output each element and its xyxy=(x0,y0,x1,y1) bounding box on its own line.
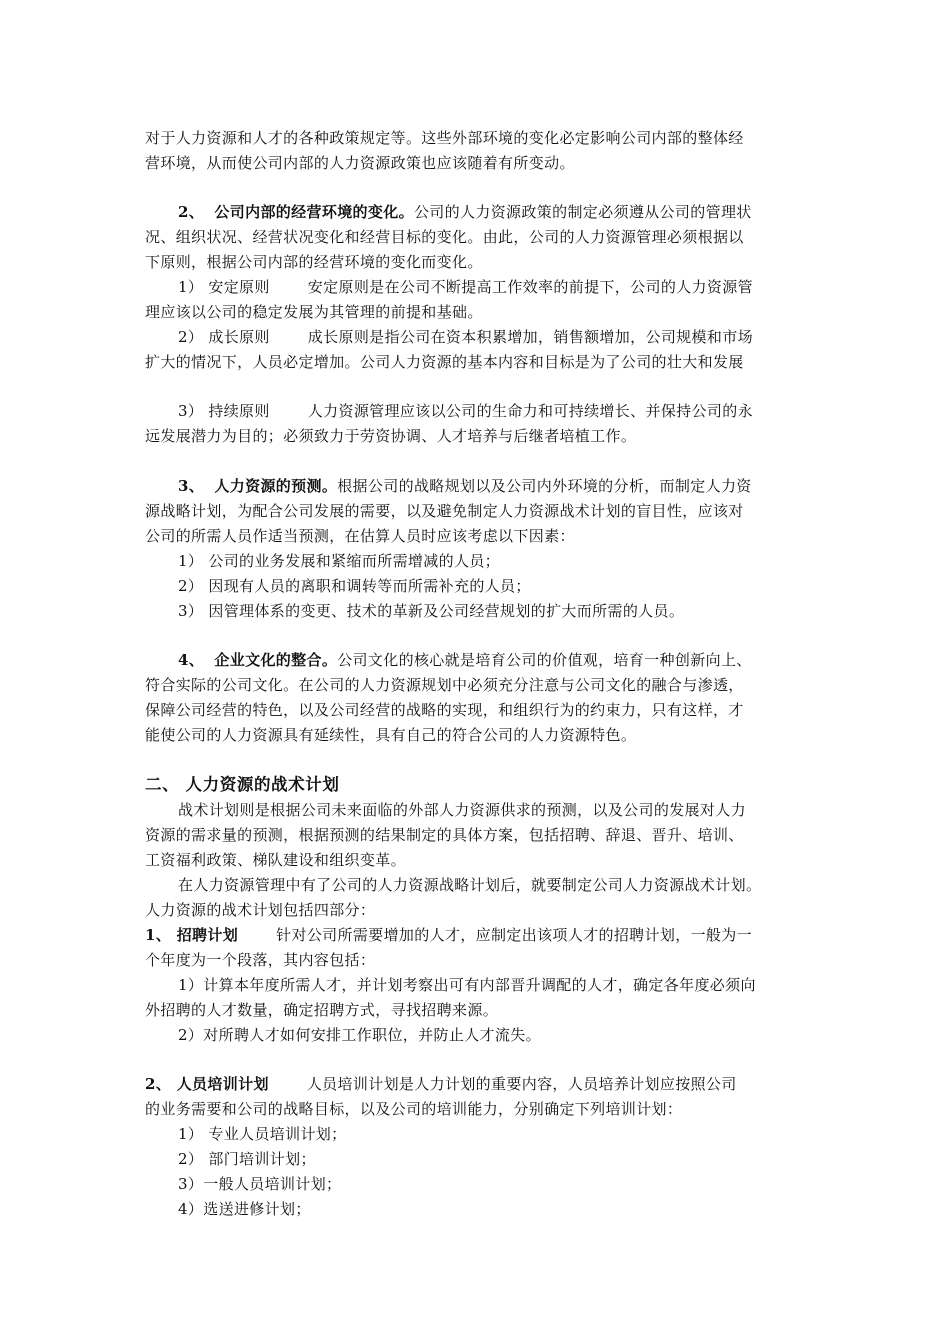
section-number: 3、 xyxy=(178,477,205,495)
section-text: 公司文化的核心就是培育公司的价值观，培育一种创新向上、 xyxy=(337,651,752,669)
list-item: 1） 专业人员培训计划； xyxy=(178,1125,347,1143)
paragraph-line: 对于人力资源和人才的各种政策规定等。这些外部环境的变化必定影响公司内部的整体经 xyxy=(145,129,744,147)
paragraph-line: 1）计算本年度所需人才，并计划考察出可有内部晋升调配的人才，确定各年度必须向 xyxy=(178,976,756,994)
paragraph-line: 资源的需求量的预测，根据预测的结果制定的具体方案，包括招聘、辞退、晋升、培训、 xyxy=(145,826,744,844)
paragraph-line: 的业务需要和公司的战略目标，以及公司的培训能力，分别确定下列培训计划： xyxy=(145,1100,683,1118)
principle-label: 2） 成长原则 xyxy=(178,328,270,346)
principle-text: 安定原则是在公司不断提高工作效率的前提下，公司的人力资源管 xyxy=(307,278,753,296)
paragraph-line: 下原则，根据公司内部的经营环境的变化而变化。 xyxy=(145,253,483,271)
principle-label: 1） 安定原则 xyxy=(178,278,270,296)
paragraph-line: 工资福利政策、梯队建设和组织变革。 xyxy=(145,851,406,869)
paragraph-line: 能使公司的人力资源具有延续性，具有自己的符合公司的人力资源特色。 xyxy=(145,726,637,744)
section-title: 公司内部的经营环境的变化。 xyxy=(214,203,414,221)
list-item: 1） 公司的业务发展和紧缩而所需增减的人员； xyxy=(178,552,501,570)
tactic-text: 针对公司所需要增加的人才，应制定出该项人才的招聘计划，一般为一 xyxy=(276,926,752,944)
section-4-line xyxy=(178,648,810,672)
tactic-text: 人员培训计划是人力计划的重要内容，人员培养计划应按照公司 xyxy=(306,1075,737,1093)
section-text: 根据公司的战略规划以及公司内外环境的分析，而制定人力资 xyxy=(337,477,752,495)
paragraph-line: 战术计划则是根据公司未来面临的外部人力资源供求的预测，以及公司的发展对人力 xyxy=(178,801,746,819)
list-item: 2）对所聘人才如何安排工作职位，并防止人才流失。 xyxy=(178,1026,541,1044)
paragraph-line: 扩大的情况下，人员必定增加。公司人力资源的基本内容和目标是为了公司的壮大和发展 xyxy=(145,353,744,371)
paragraph-line: 个年度为一个段落，其内容包括： xyxy=(145,951,376,969)
paragraph-line: 理应该以公司的稳定发展为其管理的前提和基础。 xyxy=(145,303,483,321)
paragraph-line: 保障公司经营的特色，以及公司经营的战略的实现，和组织行为的约束力，只有这样，才 xyxy=(145,701,744,719)
section-title: 人力资源的预测。 xyxy=(214,477,338,495)
principle-text: 人力资源管理应该以公司的生命力和可持续增长、并保持公司的永 xyxy=(307,402,753,420)
principle-label: 3） 持续原则 xyxy=(178,402,270,420)
paragraph-line: 况、组织状况、经营状况变化和经营目标的变化。由此，公司的人力资源管理必须根据以 xyxy=(145,228,744,246)
paragraph-line: 外招聘的人才数量，确定招聘方式，寻找招聘来源。 xyxy=(145,1001,499,1019)
paragraph-line: 在人力资源管理中有了公司的人力资源战略计划后，就要制定公司人力资源战术计划。 xyxy=(178,876,762,894)
section-heading: 二、 人力资源的战术计划 xyxy=(145,775,340,794)
section-text: 公司的人力资源政策的制定必须遵从公司的管理状 xyxy=(413,203,752,221)
section-title: 企业文化的整合。 xyxy=(214,651,338,669)
section-2-line xyxy=(178,200,810,224)
paragraph-line: 源战略计划，为配合公司发展的需要，以及避免制定人力资源战术计划的盲目性，应该对 xyxy=(145,502,744,520)
list-item: 4）选送进修计划； xyxy=(178,1200,311,1218)
section-3-line xyxy=(178,474,810,498)
principle-text: 成长原则是指公司在资本积累增加，销售额增加，公司规模和市场 xyxy=(307,328,753,346)
paragraph-line: 远发展潜力为目的；必须致力于劳资协调、人才培养与后继者培植工作。 xyxy=(145,427,637,445)
list-item: 2） 部门培训计划； xyxy=(178,1150,316,1168)
principle-1-line xyxy=(178,275,810,299)
principle-2-line xyxy=(178,325,810,349)
tactic-2-line xyxy=(145,1072,810,1096)
section-number: 4、 xyxy=(178,651,205,669)
tactic-label: 1、 招聘计划 xyxy=(145,926,239,944)
paragraph-line: 营环境，从而使公司内部的人力资源政策也应该随着有所变动。 xyxy=(145,154,575,172)
principle-3-line xyxy=(178,399,810,423)
list-item: 2） 因现有人员的离职和调转等而所需补充的人员； xyxy=(178,577,531,595)
list-item: 3） 因管理体系的变更、技术的革新及公司经营规划的扩大而所需的人员。 xyxy=(178,602,685,620)
paragraph-line: 公司的所需人员作适当预测，在估算人员时应该考虑以下因素： xyxy=(145,527,575,545)
tactic-1-line xyxy=(145,923,810,947)
tactic-label: 2、 人员培训计划 xyxy=(145,1075,269,1093)
list-item: 3）一般人员培训计划； xyxy=(178,1175,342,1193)
paragraph-line: 符合实际的公司文化。在公司的人力资源规划中必须充分注意与公司文化的融合与渗透， xyxy=(145,676,744,694)
paragraph-line: 人力资源的战术计划包括四部分： xyxy=(145,901,376,919)
section-number: 2、 xyxy=(178,203,205,221)
